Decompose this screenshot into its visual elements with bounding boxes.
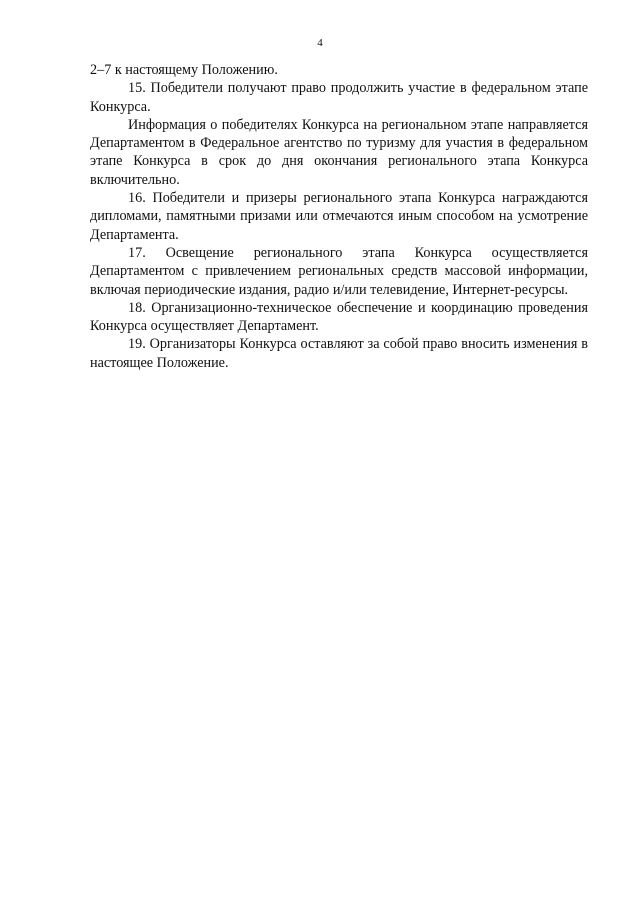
paragraph-item-18: 18. Организационно-техническое обеспечение и координацию проведения Конкурса осуществляет Департамент. [90, 299, 588, 335]
paragraph-item-16: 16. Победители и призеры регионального этапа Конкурса награждаются дипломами, памятными призами или отмечаются иным способом на усмотрение Департамента. [90, 190, 588, 243]
paragraph-continuation: 2–7 к настоящему Положению. [90, 62, 278, 78]
paragraph-item-15: 15. Победители получают право продолжить участие в федеральном этапе Конкурса. [90, 80, 588, 115]
document-body [90, 61, 588, 372]
paragraph-item-17: 17. Освещение регионального этапа Конкурса осуществляется Департаментом с привлечением региональных средств массовой информации, включая периодические издания, радио и/или телевидение, Интернет-ресурсы. [90, 244, 588, 298]
paragraph-winners-info: Информация о победителях Конкурса на региональном этапе направляется Департаментом в Федеральное агентство по туризму для участия в федеральном этапе Конкурса в срок до дня окончания регионального этапа Конкурса включительно. [90, 116, 588, 188]
paragraph-item-19: 19. Организаторы Конкурса оставляют за собой право вносить изменения в настоящее Положение. [90, 336, 588, 371]
page-number: 4 [317, 37, 323, 49]
